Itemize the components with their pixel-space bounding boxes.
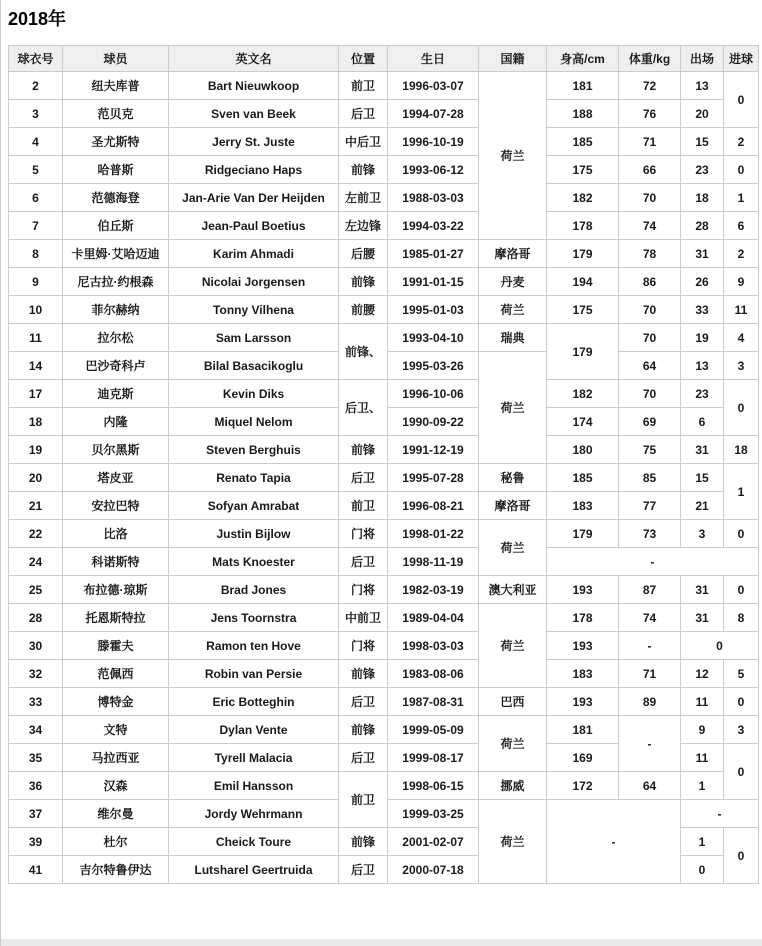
table-cell: Justin Bijlow [169,520,339,548]
table-cell: 1 [724,464,759,520]
table-cell: 78 [619,240,681,268]
table-cell: 70 [619,324,681,352]
column-header: 生日 [388,46,479,72]
table-cell: 0 [724,380,759,436]
table-cell: 6 [681,408,724,436]
table-cell: 21 [681,492,724,520]
table-cell: 0 [724,828,759,884]
table-cell: 15 [681,464,724,492]
table-cell: 19 [681,324,724,352]
table-cell: 1999-03-25 [388,800,479,828]
table-cell: 1994-03-22 [388,212,479,240]
table-cell: 荷兰 [479,296,547,324]
table-cell: Sam Larsson [169,324,339,352]
table-cell: Tonny Vilhena [169,296,339,324]
table-row [9,632,759,660]
table-cell: 2001-02-07 [388,828,479,856]
table-cell: 6 [9,184,63,212]
table-cell: 1995-01-03 [388,296,479,324]
table-cell: Jerry St. Juste [169,128,339,156]
table-cell: 5 [724,660,759,688]
table-cell: 172 [547,772,619,800]
table-cell: 194 [547,268,619,296]
page-title: 2018年 [8,9,67,29]
table-cell: 8 [9,240,63,268]
table-cell: 26 [681,268,724,296]
table-cell: 9 [724,268,759,296]
table-cell: 4 [724,324,759,352]
table-cell: 181 [547,716,619,744]
table-cell: Brad Jones [169,576,339,604]
table-cell: 64 [619,352,681,380]
table-cell: 34 [9,716,63,744]
table-cell: 圣尤斯特 [63,128,169,156]
table-cell: 布拉德·琼斯 [63,576,169,604]
table-cell: 纽夫库普 [63,72,169,100]
table-cell: Cheick Toure [169,828,339,856]
table-cell: 28 [681,212,724,240]
table-cell: 36 [9,772,63,800]
table-cell: 后卫 [339,744,388,772]
table-cell: Kevin Diks [169,380,339,408]
table-cell: - [619,632,681,660]
table-cell: Jan-Arie Van Der Heijden [169,184,339,212]
table-row [9,492,759,520]
table-cell: 13 [681,352,724,380]
table-cell: 17 [9,380,63,408]
table-cell: 后卫 [339,100,388,128]
table-cell: 2 [9,72,63,100]
table-cell: 荷兰 [479,716,547,772]
table-cell: Nicolai Jorgensen [169,268,339,296]
table-cell: 拉尔松 [63,324,169,352]
table-cell: 前卫 [339,492,388,520]
table-cell: 卡里姆·艾哈迈迪 [63,240,169,268]
table-cell: 71 [619,128,681,156]
table-cell: 75 [619,436,681,464]
table-cell: 2 [724,240,759,268]
table-cell: 门将 [339,632,388,660]
column-header: 体重/kg [619,46,681,72]
table-row [9,604,759,632]
table-cell: Sofyan Amrabat [169,492,339,520]
table-cell: 2 [724,128,759,156]
footer-strip [1,939,762,946]
table-cell: 15 [681,128,724,156]
table-cell: 179 [547,240,619,268]
table-cell: 4 [9,128,63,156]
table-cell: 荷兰 [479,800,547,884]
table-cell: 杜尔 [63,828,169,856]
table-cell: Mats Knoester [169,548,339,576]
table-cell: 1991-01-15 [388,268,479,296]
table-cell: 9 [681,716,724,744]
table-cell: 0 [724,520,759,548]
table-cell: 193 [547,576,619,604]
table-cell: 41 [9,856,63,884]
table-cell: 澳大利亚 [479,576,547,604]
table-cell: 183 [547,492,619,520]
table-cell: 1996-10-19 [388,128,479,156]
table-cell: 1985-01-27 [388,240,479,268]
table-cell: 0 [724,576,759,604]
table-cell: 1998-01-22 [388,520,479,548]
table-cell: 范德海登 [63,184,169,212]
table-cell: 31 [681,240,724,268]
table-cell: 188 [547,100,619,128]
table-cell: 1998-06-15 [388,772,479,800]
table-cell: 丹麦 [479,268,547,296]
table-cell: 20 [681,100,724,128]
column-header: 进球 [724,46,759,72]
table-cell: 后卫、 [339,380,388,436]
table-cell: 1996-03-07 [388,72,479,100]
table-cell: 前锋、 [339,324,388,380]
table-row [9,772,759,800]
table-cell: 后卫 [339,688,388,716]
table-cell: 1987-08-31 [388,688,479,716]
table-cell: 19 [9,436,63,464]
players-table [8,45,759,884]
table-cell: 荷兰 [479,352,547,464]
table-cell: 22 [9,520,63,548]
table-cell: 1996-08-21 [388,492,479,520]
table-row [9,128,759,156]
table-cell: 87 [619,576,681,604]
table-cell: Eric Botteghin [169,688,339,716]
table-cell: 比洛 [63,520,169,548]
column-header: 国籍 [479,46,547,72]
table-cell: Jordy Wehrmann [169,800,339,828]
table-cell: 70 [619,184,681,212]
table-cell: Steven Berghuis [169,436,339,464]
table-cell: 69 [619,408,681,436]
table-cell: 3 [724,352,759,380]
table-cell: Robin van Persie [169,660,339,688]
table-cell: 摩洛哥 [479,240,547,268]
table-cell: 73 [619,520,681,548]
table-cell: 中前卫 [339,604,388,632]
table-row [9,520,759,548]
table-cell: 1995-07-28 [388,464,479,492]
table-cell: 1990-09-22 [388,408,479,436]
table-cell: 71 [619,660,681,688]
table-cell: 11 [724,296,759,324]
table-cell: 3 [681,520,724,548]
table-row [9,576,759,604]
table-cell: 贝尔黑斯 [63,436,169,464]
table-cell: 滕霍夫 [63,632,169,660]
table-cell: 85 [619,464,681,492]
table-cell: 哈普斯 [63,156,169,184]
table-cell: 吉尔特鲁伊达 [63,856,169,884]
table-cell: 23 [681,156,724,184]
table-row [9,240,759,268]
table-row [9,156,759,184]
table-row [9,548,759,576]
column-header: 出场 [681,46,724,72]
table-cell: 74 [619,604,681,632]
table-cell: 180 [547,436,619,464]
table-cell: 20 [9,464,63,492]
table-cell: 23 [681,380,724,408]
table-cell: 33 [9,688,63,716]
table-cell: 塔皮亚 [63,464,169,492]
table-cell: 1989-04-04 [388,604,479,632]
table-cell: 前锋 [339,436,388,464]
table-cell: 179 [547,324,619,380]
table-row [9,688,759,716]
table-cell: Sven van Beek [169,100,339,128]
table-cell: 179 [547,520,619,548]
table-cell: Bilal Basacikoglu [169,352,339,380]
table-cell: 28 [9,604,63,632]
table-cell: 荷兰 [479,520,547,576]
table-cell: 1991-12-19 [388,436,479,464]
table-cell: 门将 [339,520,388,548]
table-cell: 33 [681,296,724,324]
table-cell: 30 [9,632,63,660]
table-cell: Jean-Paul Boetius [169,212,339,240]
table-cell: 1994-07-28 [388,100,479,128]
table-cell: 174 [547,408,619,436]
column-header: 位置 [339,46,388,72]
table-cell: 7 [9,212,63,240]
table-cell: 0 [681,632,759,660]
table-cell: 博特金 [63,688,169,716]
table-body [9,72,759,884]
table-cell: 1998-11-19 [388,548,479,576]
table-row [9,72,759,100]
table-cell: 范佩西 [63,660,169,688]
table-cell: 193 [547,632,619,660]
table-cell: 秘鲁 [479,464,547,492]
table-cell: 1996-10-06 [388,380,479,408]
table-cell: 24 [9,548,63,576]
table-cell: 21 [9,492,63,520]
table-cell: 14 [9,352,63,380]
table-cell: - [547,548,759,576]
table-cell: 荷兰 [479,72,547,240]
table-cell: 1999-05-09 [388,716,479,744]
table-cell: 1993-04-10 [388,324,479,352]
table-cell: - [681,800,759,828]
table-cell: 前锋 [339,268,388,296]
table-row [9,184,759,212]
table-cell: 0 [681,856,724,884]
table-cell: 11 [681,688,724,716]
table-cell: 35 [9,744,63,772]
table-cell: 5 [9,156,63,184]
table-cell: 门将 [339,576,388,604]
table-cell: Lutsharel Geertruida [169,856,339,884]
table-cell: 1983-08-06 [388,660,479,688]
table-cell: 18 [9,408,63,436]
table-row [9,380,759,408]
table-row [9,324,759,352]
table-cell: 6 [724,212,759,240]
table-cell: Ridgeciano Haps [169,156,339,184]
table-cell: 范贝克 [63,100,169,128]
table-cell: 巴沙奇科卢 [63,352,169,380]
table-cell: 中后卫 [339,128,388,156]
table-cell: 前腰 [339,296,388,324]
table-cell: 1982-03-19 [388,576,479,604]
table-cell: 9 [9,268,63,296]
table-cell: 1 [681,772,724,800]
table-row [9,100,759,128]
table-row [9,268,759,296]
table-cell: 31 [681,576,724,604]
table-cell: 前卫 [339,72,388,100]
table-cell: 185 [547,128,619,156]
table-cell: 77 [619,492,681,520]
column-header: 身高/cm [547,46,619,72]
table-cell: 后腰 [339,240,388,268]
table-cell: 挪威 [479,772,547,800]
table-cell: 1 [681,828,724,856]
table-cell: Ramon ten Hove [169,632,339,660]
table-cell: - [547,800,681,884]
table-cell: 伯丘斯 [63,212,169,240]
table-cell: 摩洛哥 [479,492,547,520]
table-cell: 0 [724,688,759,716]
table-cell: 1988-03-03 [388,184,479,212]
table-cell: 后卫 [339,464,388,492]
table-cell: 左前卫 [339,184,388,212]
table-cell: 0 [724,72,759,128]
table-row [9,296,759,324]
table-cell: 70 [619,296,681,324]
table-cell: 182 [547,184,619,212]
table-cell: Bart Nieuwkoop [169,72,339,100]
table-cell: 39 [9,828,63,856]
table-cell: 25 [9,576,63,604]
table-header-row [9,46,759,72]
table-cell: 文特 [63,716,169,744]
table-cell: 3 [9,100,63,128]
table-cell: 13 [681,72,724,100]
column-header: 球衣号 [9,46,63,72]
table-cell: 74 [619,212,681,240]
table-cell: 11 [9,324,63,352]
table-cell: 菲尔赫纳 [63,296,169,324]
table-cell: 2000-07-18 [388,856,479,884]
table-cell: 182 [547,380,619,408]
table-row [9,464,759,492]
table-cell: 169 [547,744,619,772]
table-cell: 72 [619,72,681,100]
table-cell: 175 [547,296,619,324]
table-cell: 科诺斯特 [63,548,169,576]
table-cell: Karim Ahmadi [169,240,339,268]
table-cell: 前锋 [339,716,388,744]
table-cell: - [619,716,681,772]
table-cell: 18 [724,436,759,464]
table-cell: 178 [547,212,619,240]
table-cell: 70 [619,380,681,408]
table-cell: 尼古拉·约根森 [63,268,169,296]
table-cell: 3 [724,716,759,744]
table-cell: 前锋 [339,828,388,856]
table-cell: 32 [9,660,63,688]
table-cell: 8 [724,604,759,632]
table-cell: 1 [724,184,759,212]
table-cell: 1995-03-26 [388,352,479,380]
table-cell: 0 [724,744,759,800]
table-cell: 内隆 [63,408,169,436]
table-cell: 1998-03-03 [388,632,479,660]
table-cell: 31 [681,436,724,464]
table-cell: 托恩斯特拉 [63,604,169,632]
table-cell: Emil Hansson [169,772,339,800]
table-cell: 10 [9,296,63,324]
table-cell: 后卫 [339,856,388,884]
table-cell: 175 [547,156,619,184]
table-cell: 89 [619,688,681,716]
table-cell: 185 [547,464,619,492]
table-cell: Miquel Nelom [169,408,339,436]
table-cell: 64 [619,772,681,800]
table-cell: 66 [619,156,681,184]
table-cell: 1999-08-17 [388,744,479,772]
table-cell: 31 [681,604,724,632]
table-row [9,436,759,464]
table-cell: 1993-06-12 [388,156,479,184]
table-cell: 维尔曼 [63,800,169,828]
table-cell: 193 [547,688,619,716]
table-cell: 12 [681,660,724,688]
table-cell: 11 [681,744,724,772]
table-cell: 巴西 [479,688,547,716]
table-cell: Tyrell Malacia [169,744,339,772]
table-cell: 前锋 [339,660,388,688]
table-cell: 37 [9,800,63,828]
table-cell: 前锋 [339,156,388,184]
table-cell: 马拉西亚 [63,744,169,772]
table-row [9,212,759,240]
table-cell: 汉森 [63,772,169,800]
table-row [9,660,759,688]
table-cell: 荷兰 [479,604,547,688]
table-cell: 前卫 [339,772,388,828]
table-cell: 181 [547,72,619,100]
table-cell: Dylan Vente [169,716,339,744]
table-row [9,716,759,744]
table-cell: 左边锋 [339,212,388,240]
table-cell: Jens Toornstra [169,604,339,632]
column-header: 英文名 [169,46,339,72]
table-cell: 86 [619,268,681,296]
table-cell: 0 [724,156,759,184]
table-cell: 迪克斯 [63,380,169,408]
table-cell: 178 [547,604,619,632]
table-cell: 瑞典 [479,324,547,352]
column-header: 球员 [63,46,169,72]
table-cell: 76 [619,100,681,128]
table-cell: 后卫 [339,548,388,576]
table-cell: 18 [681,184,724,212]
table-cell: 安拉巴特 [63,492,169,520]
table-cell: 183 [547,660,619,688]
table-cell: Renato Tapia [169,464,339,492]
